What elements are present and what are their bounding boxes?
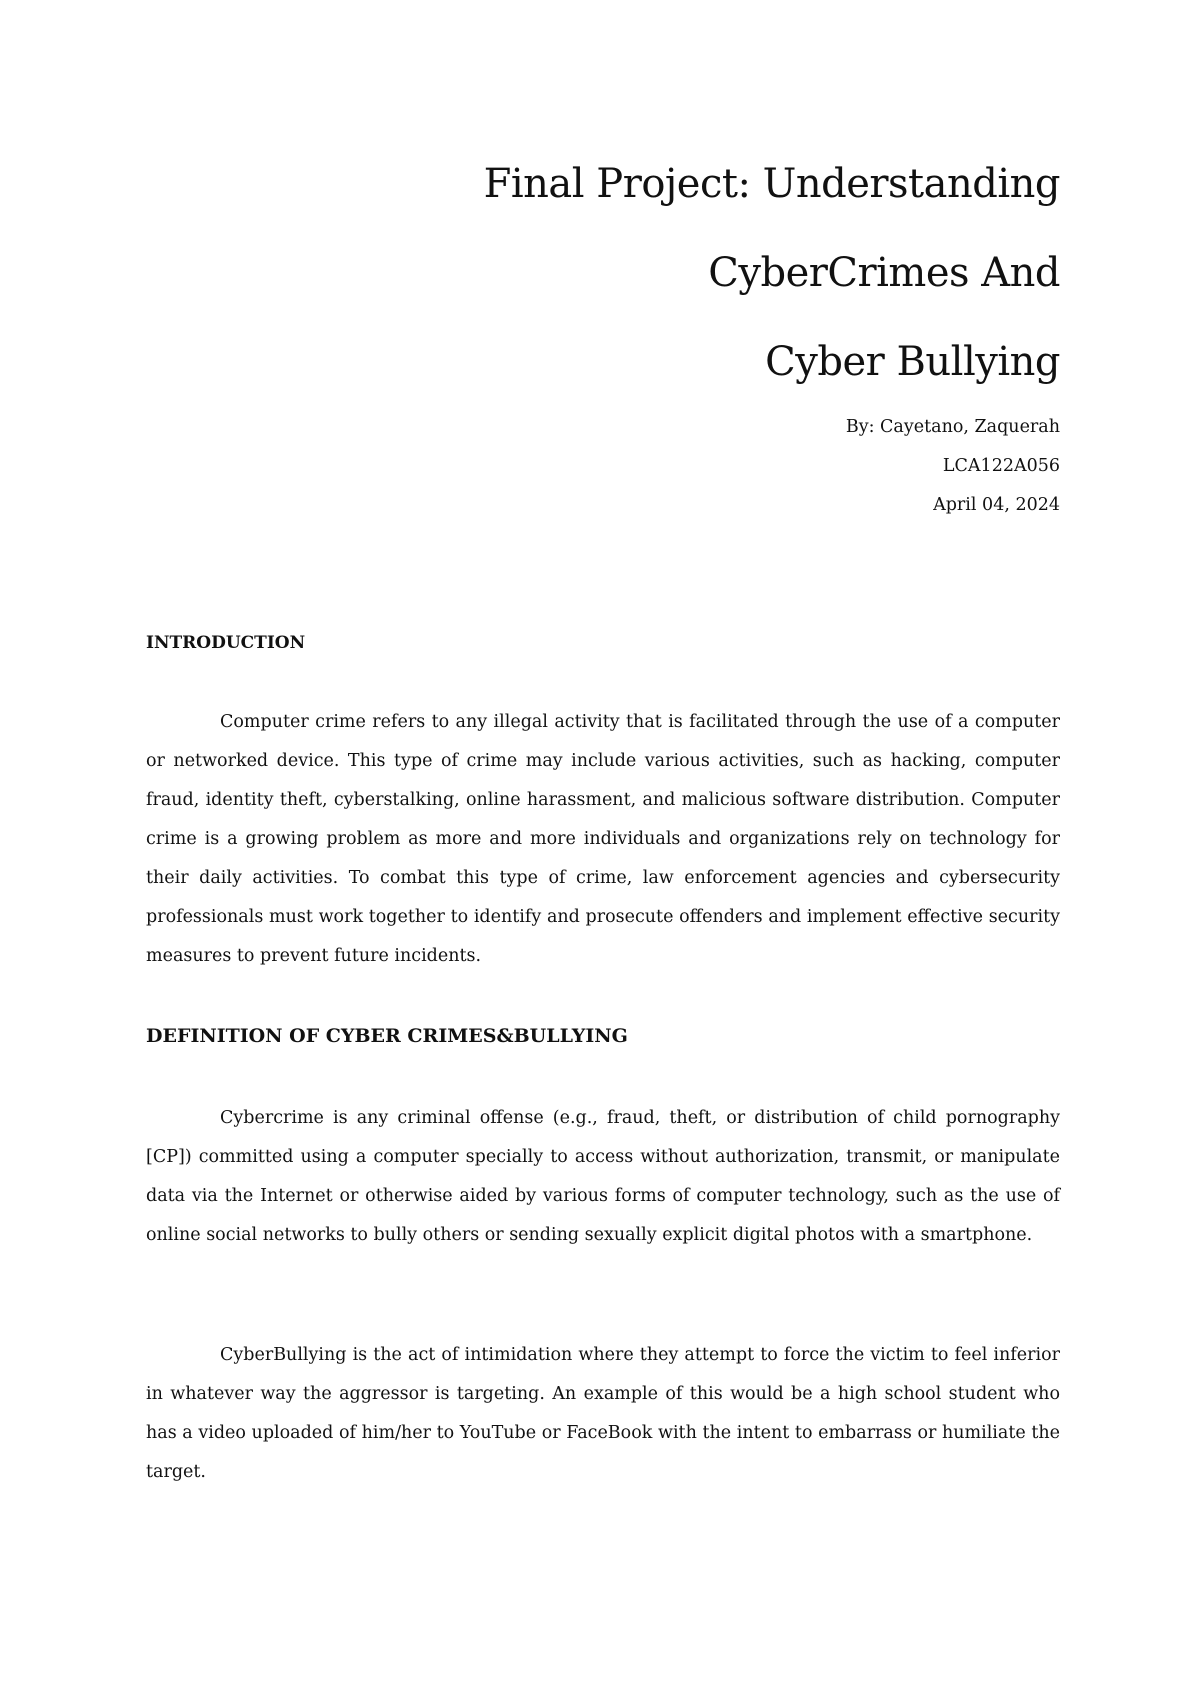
cybercrime-definition-paragraph: Cybercrime is any criminal offense (e.g., fraud, theft, or distribution of child pornography [CP]) committed using a computer specially to access without authorization, transmit, or manipulate data via the Internet or otherwise aided by various forms of computer technology, such as the use of online social networks to bully others or sending sexually explicit digital photos with a smartphone. xyxy=(146,1108,1060,1245)
title-line-2: CyberCrimes And xyxy=(708,250,1060,296)
author-name: By: Cayetano, Zaquerah xyxy=(845,417,1060,437)
section-heading-introduction: INTRODUCTION xyxy=(146,633,306,653)
title-line-1: Final Project: Understanding xyxy=(483,161,1060,207)
document-date: April 04, 2024 xyxy=(933,495,1060,515)
document-title xyxy=(360,140,1060,407)
student-id: LCA122A056 xyxy=(942,456,1060,476)
cyberbullying-definition-paragraph: CyberBullying is the act of intimidation where they attempt to force the victim to feel inferior in whatever way the aggressor is targeting. An example of this would be a high school student who has a video uploaded of him/her to YouTube or FaceBook with the intent to embarrass or humiliate the target. xyxy=(146,1345,1060,1482)
title-line-3: Cyber Bullying xyxy=(765,339,1060,385)
intro-paragraph: Computer crime refers to any illegal activity that is facilitated through the use of a computer or networked device. This type of crime may include various activities, such as hacking, computer fraud, identity theft, cyberstalking, online harassment, and malicious software distribution. Computer crime is a growing problem as more and more individuals and organizations rely on technology for their daily activities. To combat this type of crime, law enforcement agencies and cybersecurity professionals must work together to identify and prosecute offenders and implement effective security measures to prevent future incidents. xyxy=(146,712,1060,966)
author-info xyxy=(560,408,1060,525)
section-heading-definition: DEFINITION OF CYBER CRIMES&BULLYING xyxy=(146,1025,628,1047)
